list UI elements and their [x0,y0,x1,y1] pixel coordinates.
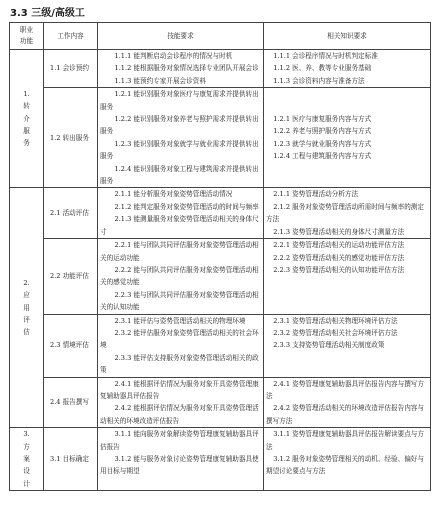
skill-item: 2.1.2 能判定服务对象姿势管理活动的时间与频率 [114,202,259,211]
knowledge-cell [264,188,431,239]
skill-item: 2.3.1 能评估与姿势管理活动相关的物理环境 [114,316,246,325]
knowledge-cell [264,428,431,491]
skill-item: 2.3.2 能评估服务对象姿势管理活动相关的社会环境 [100,328,259,350]
knowledge-item: 1.2.1 医疗与康复服务内容与方式 [273,115,372,124]
skill-item: 3.1.2 能与服务对象讨论姿势管理康复辅助器具使用目标与期望 [100,455,259,476]
skill-item: 2.1.3 能测量服务对象姿势管理活动相关的身体尺寸 [100,215,259,236]
knowledge-item: 3.1.1 姿势管理康复辅助器具评估报告解读要点与方法 [266,430,424,451]
header-work: 工作内容 [44,23,98,50]
skills-table [9,22,431,491]
work-cell: 2.1 活动评估 [44,188,98,239]
knowledge-item: 2.3.3 支持姿势管理活动相关制度政策 [273,341,385,350]
function-cell: 1. 转介服务 [10,50,44,188]
knowledge-item: 2.3.2 姿势管理活动相关社会环境评估方法 [273,328,398,337]
skill-item: 1.2.3 能识别服务对象就学与就业需求并提供转出服务 [100,139,259,161]
skill-item: 2.2.1 能与团队共同评估服务对象姿势管理活动相关的运动功能 [100,241,259,262]
knowledge-item: 2.1.3 姿势管理活动相关的身体尺寸测量方法 [273,227,405,236]
work-cell: 1.2 转出服务 [44,88,98,188]
skill-item: 2.1.1 能分析服务对象姿势管理活动情况 [114,190,233,199]
knowledge-item: 1.2.2 养老与照护服务内容与方式 [273,127,372,136]
skills-cell [98,428,264,491]
skills-cell [98,88,264,188]
knowledge-item: 1.1.3 会诊资料内容与准备方法 [273,76,365,85]
knowledge-item: 2.1.1 姿势管理活动分析方法 [273,190,359,199]
table-row [10,428,431,491]
knowledge-cell [264,377,431,428]
table-row [10,377,431,428]
header-skills: 技能要求 [98,23,264,50]
skill-item: 3.1.1 能向服务对象解读姿势管理康复辅助器具评估报告 [100,430,259,451]
header-knowledge: 相关知识要求 [264,23,431,50]
function-cell: 3. 方案设计 [10,428,44,491]
table-row [10,239,431,314]
knowledge-item: 2.1.2 服务对象姿势管理活动所需时间与频率的测定方法 [266,202,424,224]
skills-cell [98,188,264,239]
work-cell: 2.3 情境评估 [44,314,98,377]
function-cell: 2. 应用评估 [10,188,44,428]
skill-item: 2.3.3 能评估支持服务对象姿势管理活动相关的政策 [100,353,259,375]
table-row [10,188,431,239]
skills-cell [98,239,264,314]
skill-item: 1.2.4 能识别服务对象工程与建筑需求并提供转出服务 [100,164,259,186]
knowledge-cell [264,50,431,88]
table-row [10,314,431,377]
skills-cell [98,50,264,88]
knowledge-item: 2.4.2 姿势管理活动相关的环境改造评估报告内容与撰写方法 [266,404,424,425]
knowledge-item: 1.2.3 就学与就业服务内容与方式 [273,139,372,148]
skill-item: 1.1.3 能预约专家开展会诊资料 [114,76,206,85]
knowledge-item: 2.2.3 姿势管理活动相关的认知功能评估方法 [273,265,405,274]
knowledge-item: 1.1.1 会诊程序情况与时机判定标准 [273,52,378,60]
knowledge-item: 2.4.1 姿势管理康复辅助器具评估报告内容与撰写方法 [266,379,424,400]
knowledge-item: 2.2.1 姿势管理活动相关的运动功能评估方法 [273,241,405,250]
skill-item: 2.4.1 能根据评估情况为服务对象开具姿势管理康复辅助器具评估报告 [100,379,259,400]
skills-cell [98,314,264,377]
knowledge-item: 2.3.1 姿势管理活动相关物理环境评估方法 [273,316,398,325]
work-cell: 2.2 功能评估 [44,239,98,314]
section-title: 3.3 三级/高级工 [10,8,85,19]
knowledge-cell [264,239,431,314]
table-row [10,50,431,88]
knowledge-item: 1.1.2 医、养、教等专业服务基础 [273,64,372,73]
knowledge-cell [264,88,431,188]
skill-item: 2.2.2 能与团队共同评估服务对象姿势管理活动相关的感觉功能 [100,265,259,287]
skill-item: 1.1.2 能根据服务对象情况选择专业团队开展会诊 [114,64,259,73]
skill-item: 2.4.2 能根据评估情况为服务对象开具姿势管理活动相关的环境改造评估报告 [100,404,259,425]
work-cell: 1.1 会诊预约 [44,50,98,88]
header-function: 职业功能 [10,23,44,50]
knowledge-item: 3.1.2 服务对象姿势管理相关的动机、经验、偏好与期望讨论要点与方法 [266,455,424,476]
table-header-row [10,23,431,50]
skill-item: 1.1.1 能判断启动会诊程序的情况与时机 [114,52,233,60]
work-cell: 2.4 报告撰写 [44,377,98,428]
skill-item: 1.2.1 能识别服务对象医疗与康复需求并提供转出服务 [100,90,259,111]
knowledge-cell [264,314,431,377]
skills-cell [98,377,264,428]
knowledge-item: 2.2.2 姿势管理活动相关的感觉功能评估方法 [273,253,405,262]
skill-item: 1.2.2 能识别服务对象养老与照护需求并提供转出服务 [100,115,259,136]
knowledge-item: 1.2.4 工程与建筑服务内容与方式 [273,152,372,161]
skill-item: 2.2.3 能与团队共同评估服务对象姿势管理活动相关的认知功能 [100,290,259,312]
work-cell: 3.1 目标确定 [44,428,98,491]
table-row [10,88,431,188]
